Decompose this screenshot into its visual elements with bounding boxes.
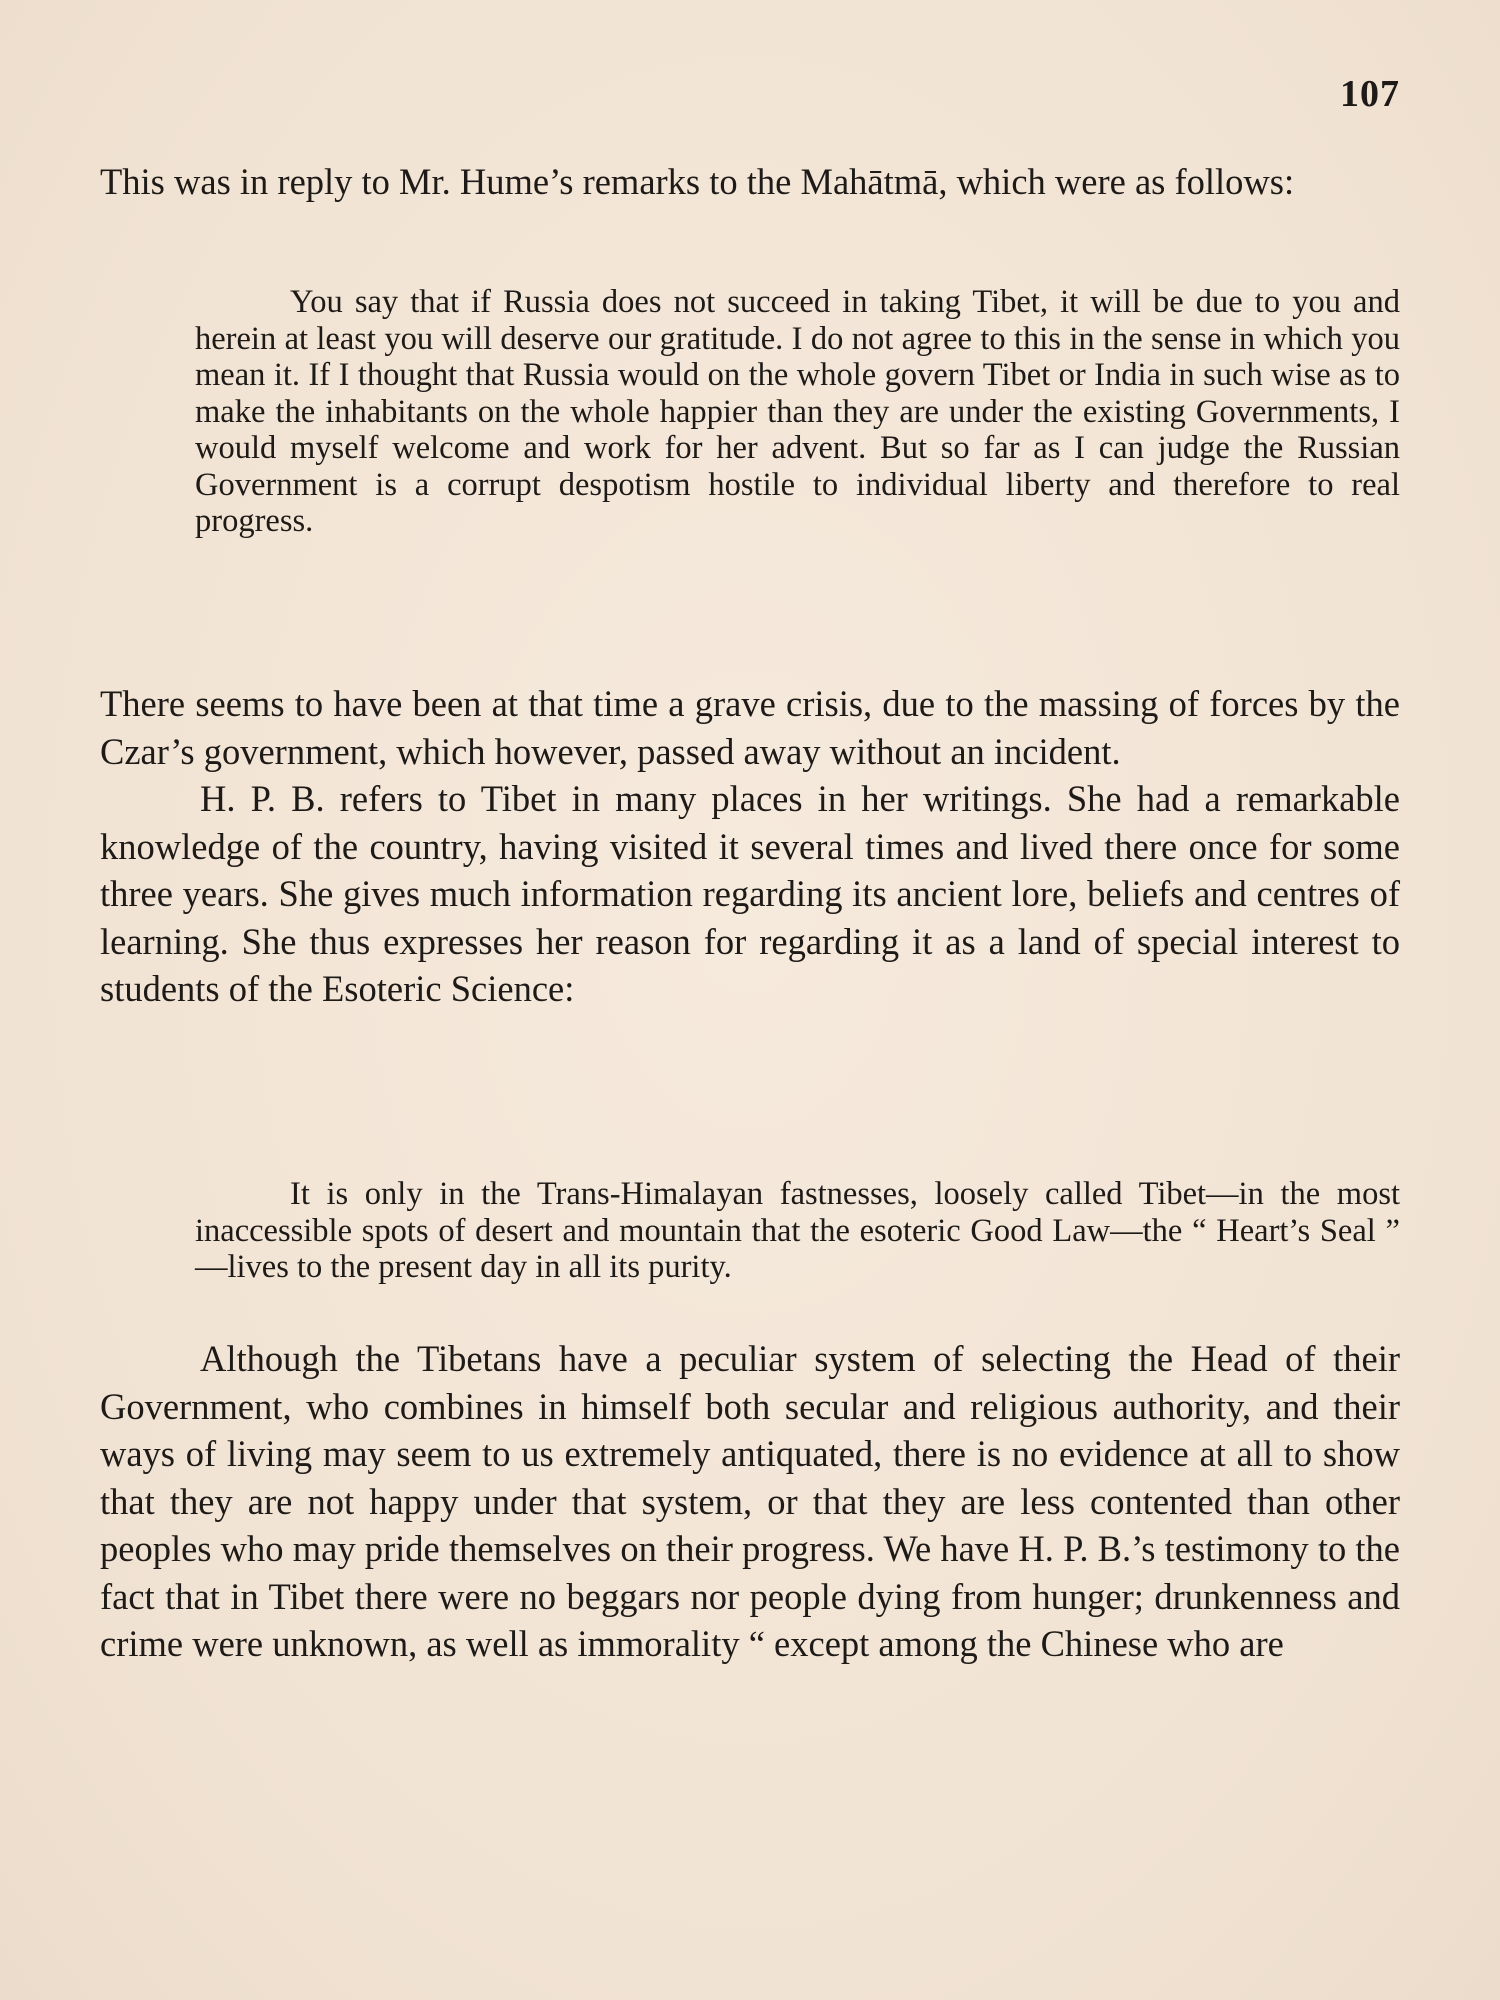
paragraph-intro: This was in reply to Mr. Hume’s remarks to the Mahātmā, which were as follows: — [100, 161, 1295, 202]
block-quote-hpb — [195, 1176, 1400, 1286]
page-number: 107 — [1340, 73, 1400, 115]
block-quote-hume-text: You say that if Russia does not succeed in taking Tibet, it will be due to you and herein at least you will deserve our gratitude. I do not agree to this in the sense in which you mean it. If I thought that Russia would on the whole govern Tibet or India in such wise as to make the inhabitants on the whole happier than they are under the existing Governments, I would myself welcome and work for her advent. But so far as I can judge the Russian Government is a corrupt despotism hostile to individual liberty and therefore to real progress. — [195, 284, 1400, 539]
paragraph-hpb-tibet: H. P. B. refers to Tibet in many places in her writings. She had a remarkable knowledge of the country, having visited it several times and lived there once for some three years. She gives much information regarding its ancient lore, beliefs and centres of learning. She thus expresses her reason for regarding it as a land of special interest to students of the Esoteric Science: — [100, 778, 1400, 1009]
block-quote-hpb-text: It is only in the Trans-Himalayan fastnesses, loosely called Tibet—in the most inaccessible spots of desert and mountain that the esoteric Good Law—the “ Heart’s Seal ” —lives to the present day in all its purity. — [195, 1176, 1400, 1285]
paragraph-crisis: There seems to have been at that time a grave crisis, due to the massing of forces by the Czar’s government, which however, passed away without an incident. — [100, 683, 1400, 772]
paragraph-tibetans: Although the Tibetans have a peculiar system of selecting the Head of their Government, who combines in himself both secular and religious authority, and their ways of living may seem to us extremely antiquated, there is no evidence at all to show that they are not happy under that system, or that they are less contented than other peoples who may pride themselves on their progress. We have H. P. B.’s testimony to the fact that in Tibet there were no beggars nor people dying from hunger; drunkenness and crime were unknown, as well as immorality “ except among the Chinese who are — [100, 1338, 1400, 1664]
paragraph-group-crisis — [100, 680, 1400, 1013]
block-quote-hume — [195, 284, 1400, 540]
